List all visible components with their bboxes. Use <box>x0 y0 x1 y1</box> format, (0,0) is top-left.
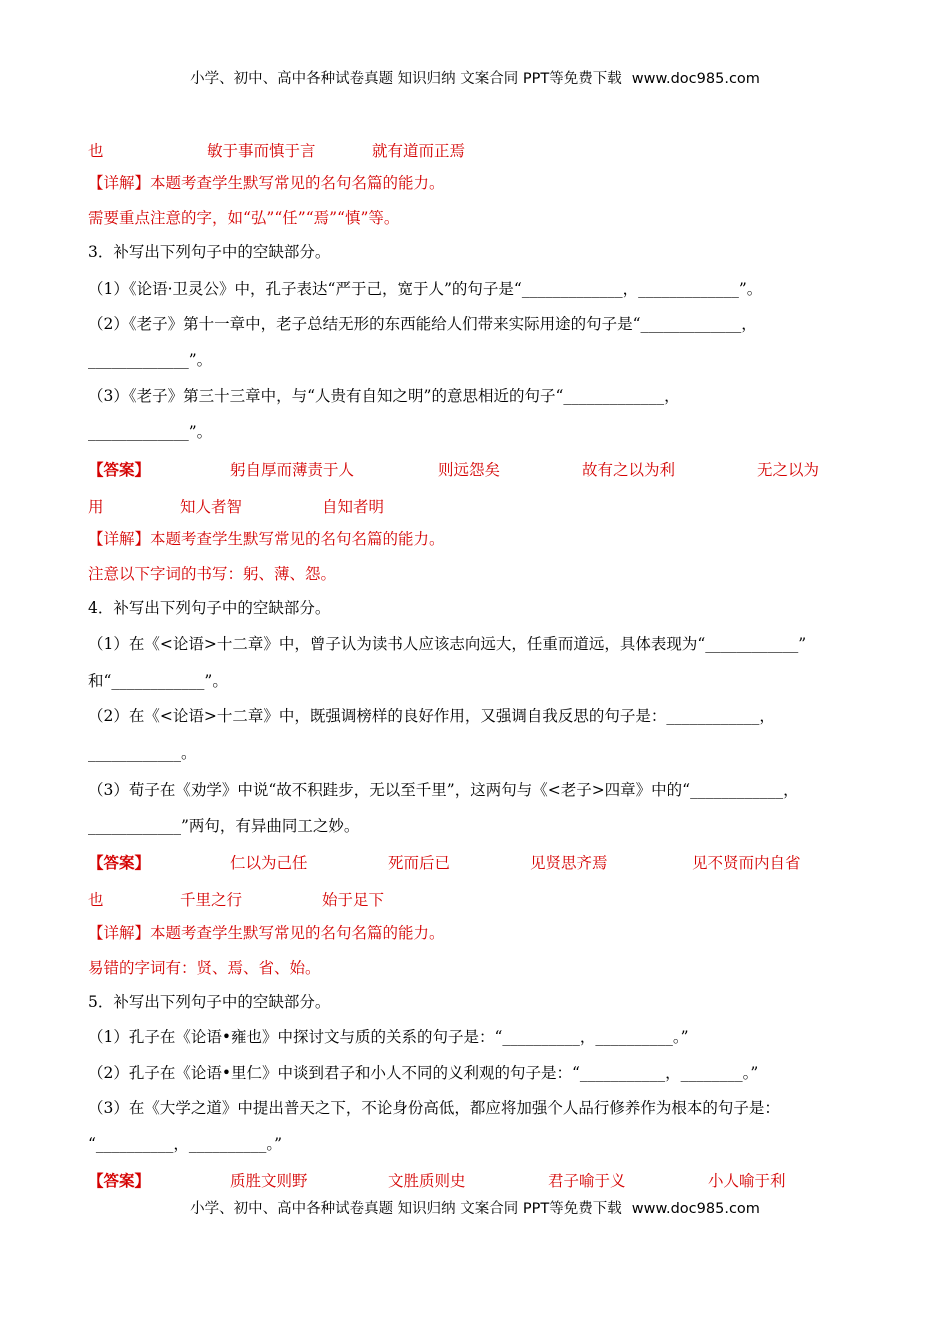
answer-label: 【答案】 <box>88 853 151 872</box>
header-text: 小学、初中、高中各种试卷真题 知识归纳 文案合同 PPT等免费下载 <box>190 71 622 87</box>
question-part: （1）在《<论语>十二章》中，曾子认为读书人应该志向远大，任重而道远，具体表现为“____________” <box>88 635 807 653</box>
answer-item: 始于足下 <box>322 891 385 909</box>
answer-item: 也 <box>88 891 104 909</box>
answer-item: 质胜文则野 <box>230 1172 308 1190</box>
footer-url[interactable]: www.doc985.com <box>631 1201 760 1217</box>
answer-label: 【答案】 <box>88 460 151 479</box>
note-line: 需要重点注意的字，如“弘”“任”“焉”“慎”等。 <box>88 209 400 227</box>
question-part: （3）荀子在《劝学》中说“故不积跬步，无以至千里”，这两句与《<老子>四章》中的“____________， <box>88 781 799 799</box>
answer-item: 小人喻于利 <box>708 1172 786 1190</box>
answer-item: 见贤思齐焉 <box>530 854 608 872</box>
answer-item: 故有之以为利 <box>582 461 676 479</box>
answer-item: 见不贤而内自省 <box>692 854 801 872</box>
question-title: 3．补写出下列句子中的空缺部分。 <box>88 243 331 261</box>
detail-line: 【详解】本题考查学生默写常见的名句名篇的能力。 <box>88 174 445 192</box>
detail-line: 【详解】本题考查学生默写常见的名句名篇的能力。 <box>88 924 445 942</box>
question-part: （3）在《大学之道》中提出普天之下，不论身份高低，都应将加强个人品行修养作为根本的句子是： <box>88 1099 780 1117</box>
question-part: “__________，__________。” <box>88 1135 283 1153</box>
question-part: （2）《老子》第十一章中，老子总结无形的东西能给人们带来实际用途的句子是“_____________， <box>88 315 757 333</box>
answer-item: 则远怨矣 <box>438 461 501 479</box>
answer-item: 仁以为己任 <box>230 854 308 872</box>
answer-item: 自知者明 <box>322 498 385 516</box>
page-header <box>0 67 950 88</box>
question-part: ____________”两句，有异曲同工之妙。 <box>88 817 360 835</box>
detail-line: 【详解】本题考查学生默写常见的名句名篇的能力。 <box>88 530 445 548</box>
answer-item: 躬自厚而薄责于人 <box>230 461 355 479</box>
answer-item: 君子喻于义 <box>548 1172 626 1190</box>
question-part: _____________”。 <box>88 351 213 369</box>
answer-item: 无之以为 <box>757 461 820 479</box>
question-part: （2）在《<论语>十二章》中，既强调榜样的良好作用，又强调自我反思的句子是：____________， <box>88 707 775 725</box>
answer-item: 敏于事而慎于言 <box>207 142 316 160</box>
question-part: 和“____________”。 <box>88 672 228 690</box>
question-part: （1）《论语·卫灵公》中，孔子表达“严于己，宽于人”的句子是“_____________，_____________”。 <box>88 280 763 298</box>
question-part: （1）孔子在《论语•雍也》中探讨文与质的关系的句子是：“__________，__________。” <box>88 1028 689 1046</box>
note-line: 易错的字词有：贤、焉、省、始。 <box>88 959 321 977</box>
question-title: 5．补写出下列句子中的空缺部分。 <box>88 993 331 1011</box>
answer-label: 【答案】 <box>88 1171 151 1190</box>
answer-item: 就有道而正焉 <box>372 142 466 160</box>
answer-item: 文胜质则史 <box>388 1172 466 1190</box>
answer-item: 也 <box>88 142 104 160</box>
answer-item: 千里之行 <box>180 891 243 909</box>
note-line: 注意以下字词的书写：躬、薄、怨。 <box>88 565 337 583</box>
answer-item: 用 <box>88 498 104 516</box>
question-title: 4．补写出下列句子中的空缺部分。 <box>88 599 331 617</box>
answer-item: 死而后已 <box>388 854 451 872</box>
page-footer <box>0 1197 950 1218</box>
footer-text: 小学、初中、高中各种试卷真题 知识归纳 文案合同 PPT等免费下载 <box>190 1201 622 1217</box>
answer-item: 知人者智 <box>180 498 243 516</box>
question-part: （2）孔子在《论语•里仁》中谈到君子和小人不同的义利观的句子是：“___________，________。” <box>88 1064 759 1082</box>
header-url[interactable]: www.doc985.com <box>631 71 760 87</box>
question-part: _____________”。 <box>88 423 213 441</box>
question-part: ____________。 <box>88 744 197 762</box>
question-part: （3）《老子》第三十三章中，与“人贵有自知之明”的意思相近的句子“_____________， <box>88 387 680 405</box>
